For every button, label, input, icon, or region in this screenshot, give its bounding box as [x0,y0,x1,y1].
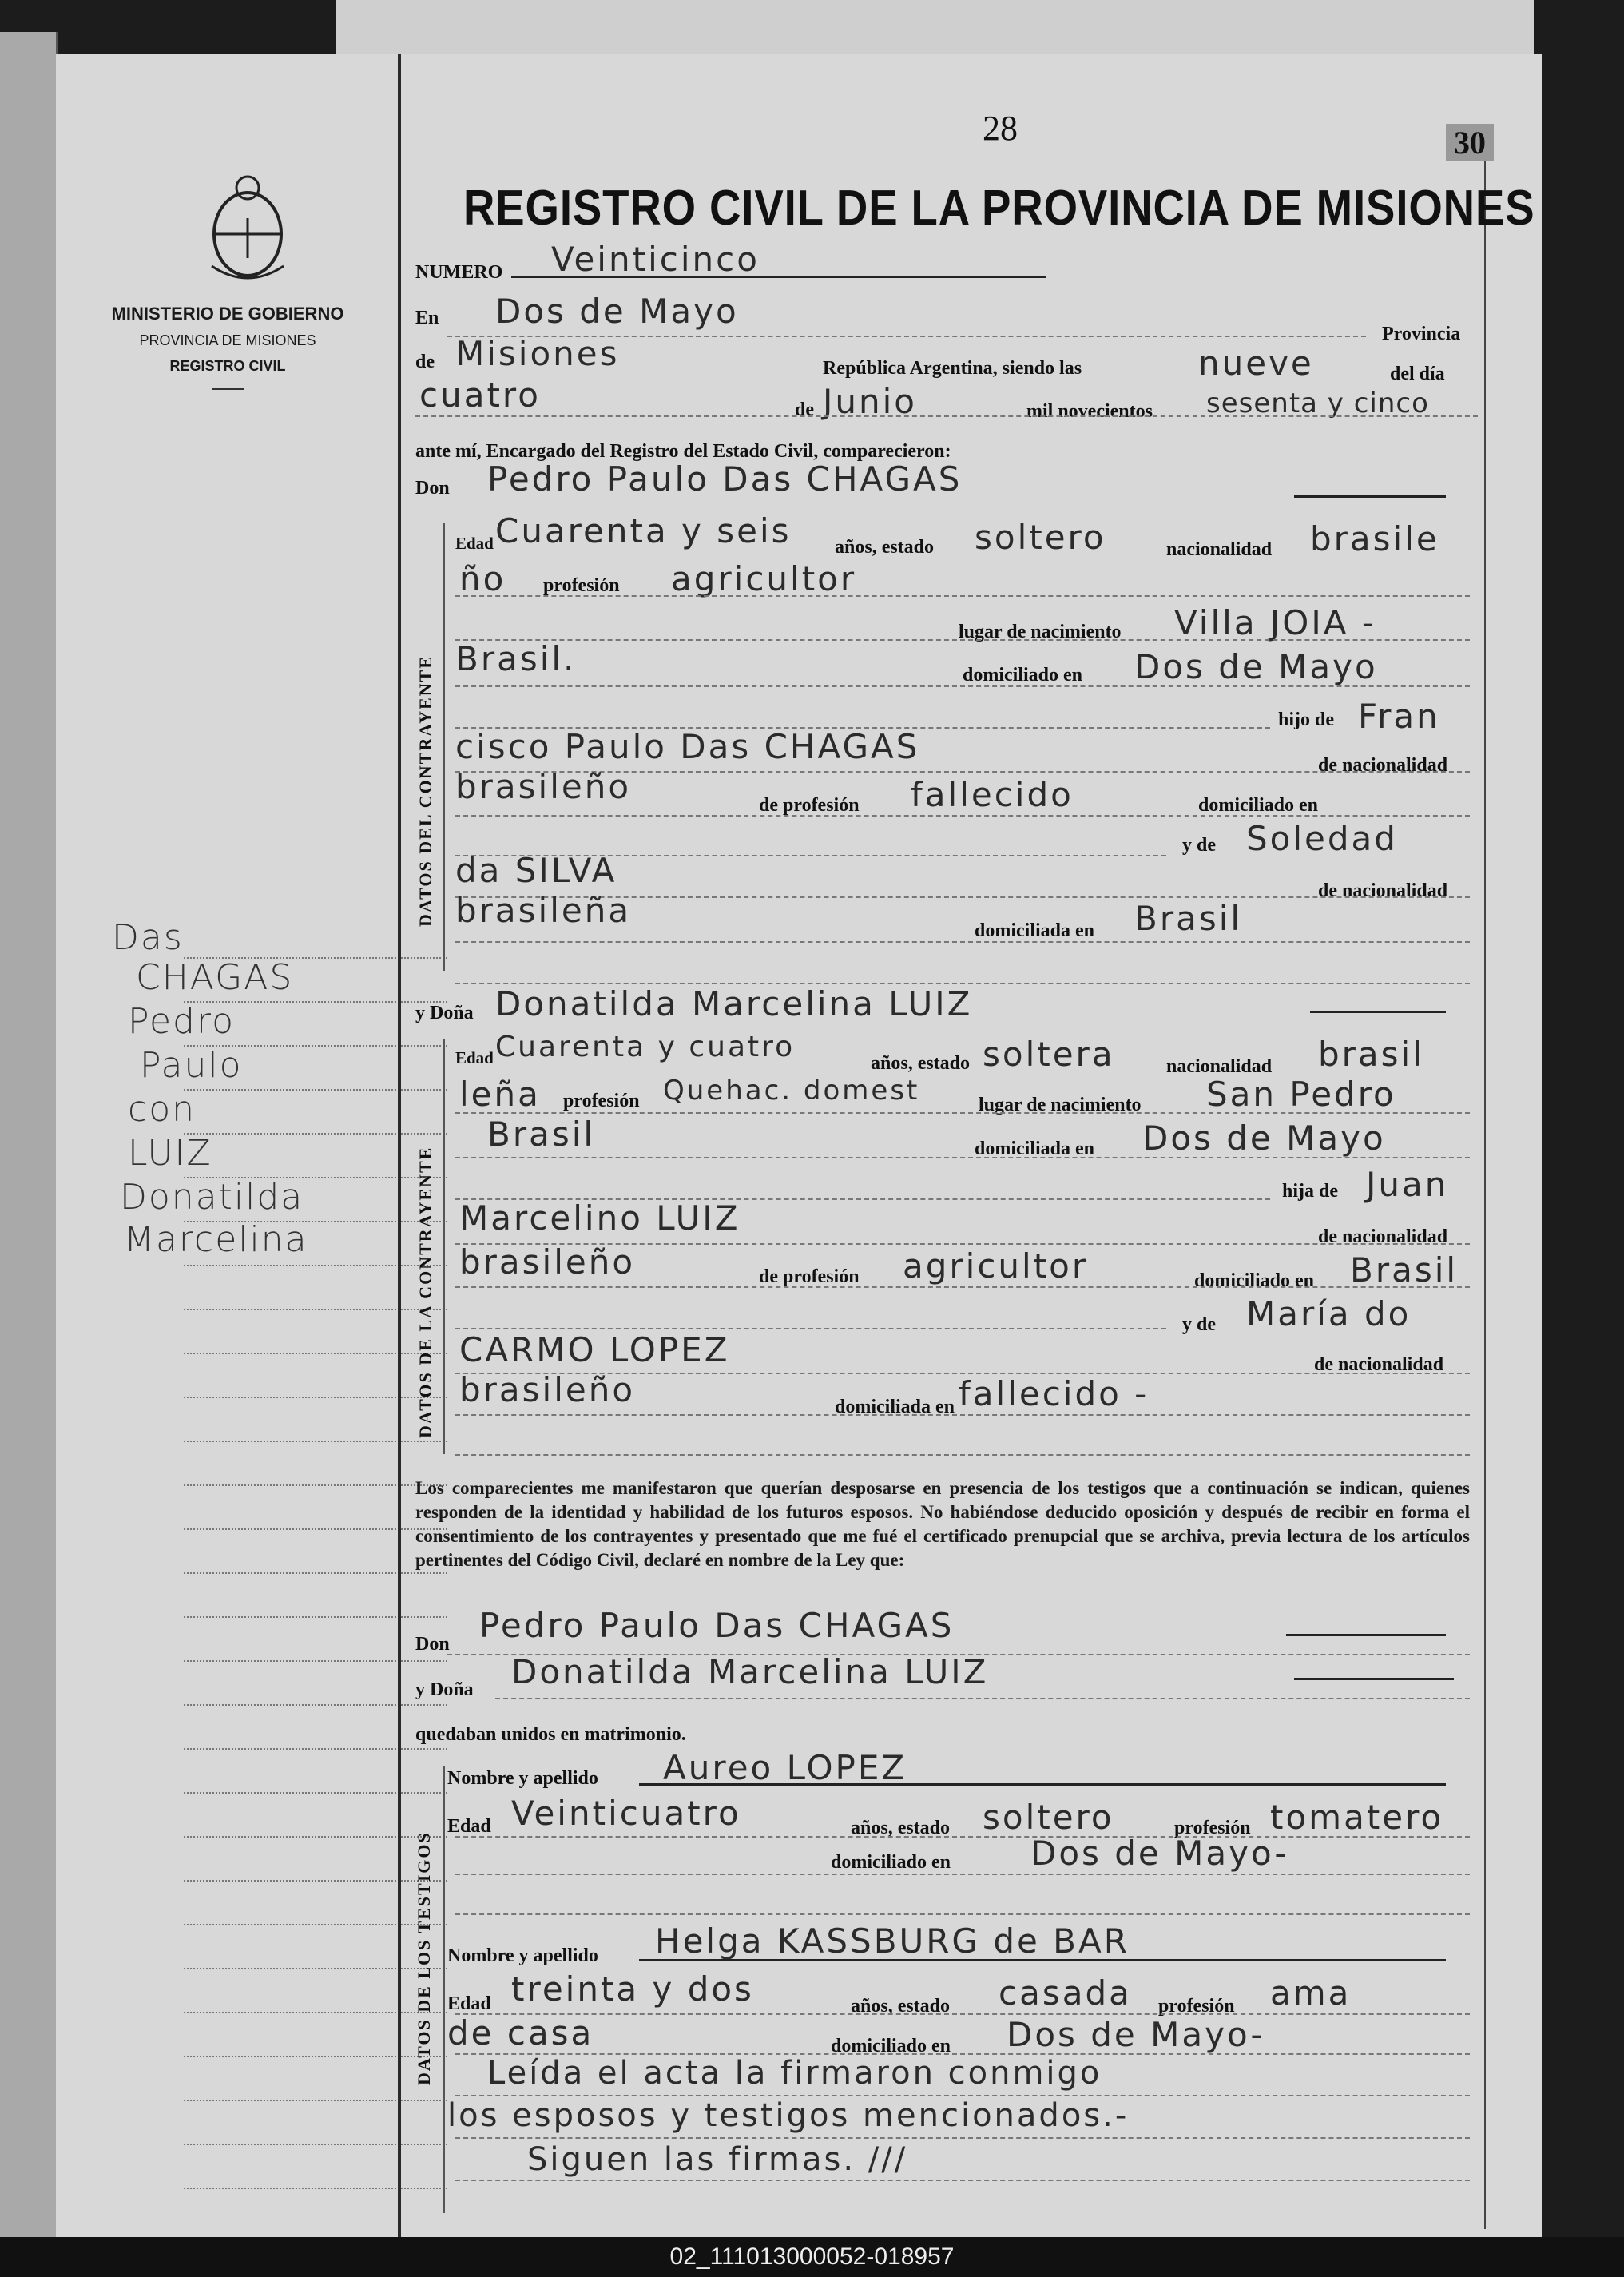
margin-note-line: Das [112,917,184,958]
lugar-nac-cont: Brasil. [455,639,577,678]
margin-note-line: con [128,1089,196,1130]
padre-cont: cisco Paulo Das CHAGAS [455,727,920,766]
numero-label: NUMERO [415,262,503,283]
margin-note-line: LUIZ [128,1133,212,1174]
domiciliada-label: domiciliada en [975,1138,1095,1159]
section-contrayente-title: DATOS DEL CONTRAYENTE [415,655,435,927]
de-mes-label: de [795,399,814,420]
margin-note-line: Paulo [140,1045,243,1086]
t1-domicilio: Dos de Mayo- [1030,1834,1289,1873]
en-value: Dos de Mayo [495,292,739,331]
t2-estado: casada [999,1973,1132,2013]
provincia-label: Provincia [1382,324,1461,344]
domiciliado-label: domiciliado en [963,665,1083,685]
t1-domiciliado-label: domiciliado en [831,1852,951,1873]
nacionalidad-label: nacionalidad [1166,1056,1273,1077]
ante-mi-text: ante mí, Encargado del Registro del Estado Civil, comparecieron: [415,441,951,462]
madre-domiciliada-label: domiciliada en [835,1397,955,1417]
padre-profesion: fallecido [911,775,1074,814]
madre-cont: CARMO LOPEZ [459,1330,730,1369]
margin-note-line: Donatilda [120,1177,304,1218]
page-number: 28 [983,109,1018,148]
estado-value: soltera [983,1035,1115,1074]
closing-line-1: Leída el acta la firmaron conmigo [487,2055,1102,2092]
numero-value: Veinticinco [551,240,760,279]
union-dona-label: y Doña [415,1679,474,1700]
t2-edad: treinta y dos [511,1969,754,2009]
t2-domiciliado-label: domiciliado en [831,2036,951,2056]
edad-value: Cuarenta y cuatro [495,1031,796,1063]
declaration-paragraph: Los comparecientes me manifestaron que querían desposarse en presencia de los testigos que a continuación se indican, quienes responden de la identidad y habilidad de los futuros esposos. No habiéndose deducido oposición y después de recibir en forma el consentimiento de los contrayentes y presentado que me fué el certificado prenupcial que se archiva, previa lectura de los artículos pertinentes del Código Civil, declaré en nombre de la Ley que: [415,1478,1470,1570]
madre-value: María do [1246,1294,1412,1333]
provincia-value: Misiones [455,334,620,373]
nacionalidad-value: brasile [1310,519,1439,558]
union-dona-name: Donatilda Marcelina LUIZ [511,1652,989,1691]
contrayente-2-name: Donatilda Marcelina LUIZ [495,984,973,1023]
left-margin-panel [56,54,399,2243]
padre-domicilio: Brasil [1350,1250,1459,1290]
margin-note-line: Pedro [128,1001,236,1042]
madre-nacionalidad: brasileña [455,891,632,930]
en-label: En [415,308,439,328]
profesion-value: agricultor [671,559,857,598]
section-contrayente-2-title: DATOS DE LA CONTRAYENTE [415,1146,435,1438]
republica-label: República Argentina, siendo las [823,358,1082,379]
profesion-label: profesión [563,1091,640,1111]
t2-profesion-label: profesión [1158,1996,1235,2017]
padre-domiciliado-label: domiciliado en [1194,1270,1315,1291]
ministry-label: MINISTERIO DE GOBIERNO [111,304,344,324]
dia-value: cuatro [419,376,541,415]
de-label: de [415,352,435,372]
t2-profesion-cont: de casa [447,2013,594,2052]
section-testigos-title: DATOS DE LOS TESTIGOS [414,1831,434,2085]
y-de-label: y de [1182,835,1216,856]
padre-cont: Marcelino LUIZ [459,1198,741,1238]
t2-nombre-label: Nombre y apellido [447,1945,598,1966]
union-don-name: Pedro Paulo Das CHAGAS [479,1606,955,1645]
de-profesion-label: de profesión [759,795,860,816]
de-nacionalidad-label: de nacionalidad [1318,755,1448,776]
edad-label: Edad [455,1048,494,1067]
padre-value: Fran [1358,697,1440,736]
madre-value: Soledad [1246,819,1398,858]
union-don-label: Don [415,1634,450,1655]
padre-nacionalidad: brasileño [459,1242,636,1282]
estado-value: soltero [975,518,1106,557]
edad-value: Cuarenta y seis [495,511,792,550]
nacionalidad-cont: ño [459,559,506,598]
hija-label: hija de [1282,1181,1339,1202]
next-page-edge [336,0,1534,58]
madre-nacionalidad: brasileño [459,1370,636,1409]
profesion-label: profesión [543,575,620,596]
t2-domicilio: Dos de Mayo- [1007,2015,1265,2054]
padre-domiciliado-label: domiciliado en [1198,795,1319,816]
margin-note-line: Marcelina [124,1219,308,1260]
coat-of-arms-icon [204,170,292,282]
domicilio-value: Dos de Mayo [1134,647,1378,686]
margin-note-line: CHAGAS [136,957,294,998]
closing-line-3: Siguen las firmas. /// [527,2141,908,2178]
t2-edad-label: Edad [447,1993,491,2014]
contrayente-1-name: Pedro Paulo Das CHAGAS [487,459,963,499]
hora-value: nueve [1198,344,1314,383]
province-label: PROVINCIA DE MISIONES [139,332,316,348]
t2-profesion: ama [1270,1973,1352,2013]
document-title: REGISTRO CIVIL DE LA PROVINCIA DE MISIONES [463,181,1535,236]
image-id-footer: 02_111013000052-018957 [0,2237,1624,2277]
t1-profesion: tomatero [1270,1798,1444,1837]
madre-nac-label: de nacionalidad [1318,880,1448,901]
don-label: Don [415,478,450,499]
lugar-nac-value: San Pedro [1206,1075,1396,1114]
madre-domicilio: Brasil [1134,899,1243,938]
profesion-value: Quehac. domest [663,1075,920,1107]
t1-anos-estado-label: años, estado [851,1818,951,1838]
quedaban-text: quedaban unidos en matrimonio. [415,1724,686,1745]
book-binding [0,32,58,2237]
madre-nac-label: de nacionalidad [1314,1354,1444,1375]
nacionalidad-value: brasil [1318,1035,1424,1074]
nacionalidad-label: nacionalidad [1166,539,1273,560]
madre-domiciliada-label: domiciliada en [975,920,1095,941]
de-nacionalidad-label: de nacionalidad [1318,1226,1448,1247]
de-profesion-label: de profesión [759,1266,860,1287]
stamp-number: 30 [1446,124,1494,161]
t1-edad-label: Edad [447,1816,491,1837]
t1-estado: soltero [983,1798,1114,1837]
madre-cont: da SILVA [455,851,617,890]
t2-nombre: Helga KASSBURG de BAR [655,1921,1130,1961]
domicilio-value: Dos de Mayo [1142,1119,1386,1158]
t1-edad: Veinticuatro [511,1794,741,1833]
padre-value: Juan [1366,1165,1449,1204]
lugar-nac-label: lugar de nacimiento [959,622,1122,642]
anio-value: sesenta y cinco [1206,387,1429,419]
mes-value: Junio [823,382,917,421]
anos-estado-label: años, estado [835,537,935,558]
closing-line-2: los esposos y testigos mencionados.- [447,2097,1130,2134]
t1-nombre-label: Nombre y apellido [447,1768,598,1789]
t1-profesion-label: profesión [1174,1818,1251,1838]
del-dia-label: del día [1390,364,1445,384]
mil-label: mil novecientos [1026,401,1153,422]
lugar-nac-value: Villa JOIA - [1174,603,1376,642]
padre-profesion: agricultor [903,1246,1089,1286]
anos-estado-label: años, estado [871,1053,971,1074]
hijo-label: hijo de [1278,709,1335,730]
t1-nombre: Aureo LOPEZ [663,1748,907,1787]
t2-anos-estado-label: años, estado [851,1996,951,2017]
y-de-label: y de [1182,1314,1216,1335]
registry-label: REGISTRO CIVIL [169,358,286,374]
madre-domicilio: fallecido - [959,1374,1150,1413]
lugar-nac-cont: Brasil [487,1115,596,1154]
edad-label: Edad [455,534,494,553]
nacionalidad-cont: leña [459,1075,541,1114]
padre-nacionalidad: brasileño [455,767,632,806]
lugar-nac-label: lugar de nacimiento [979,1095,1142,1115]
dona-label: y Doña [415,1003,474,1023]
